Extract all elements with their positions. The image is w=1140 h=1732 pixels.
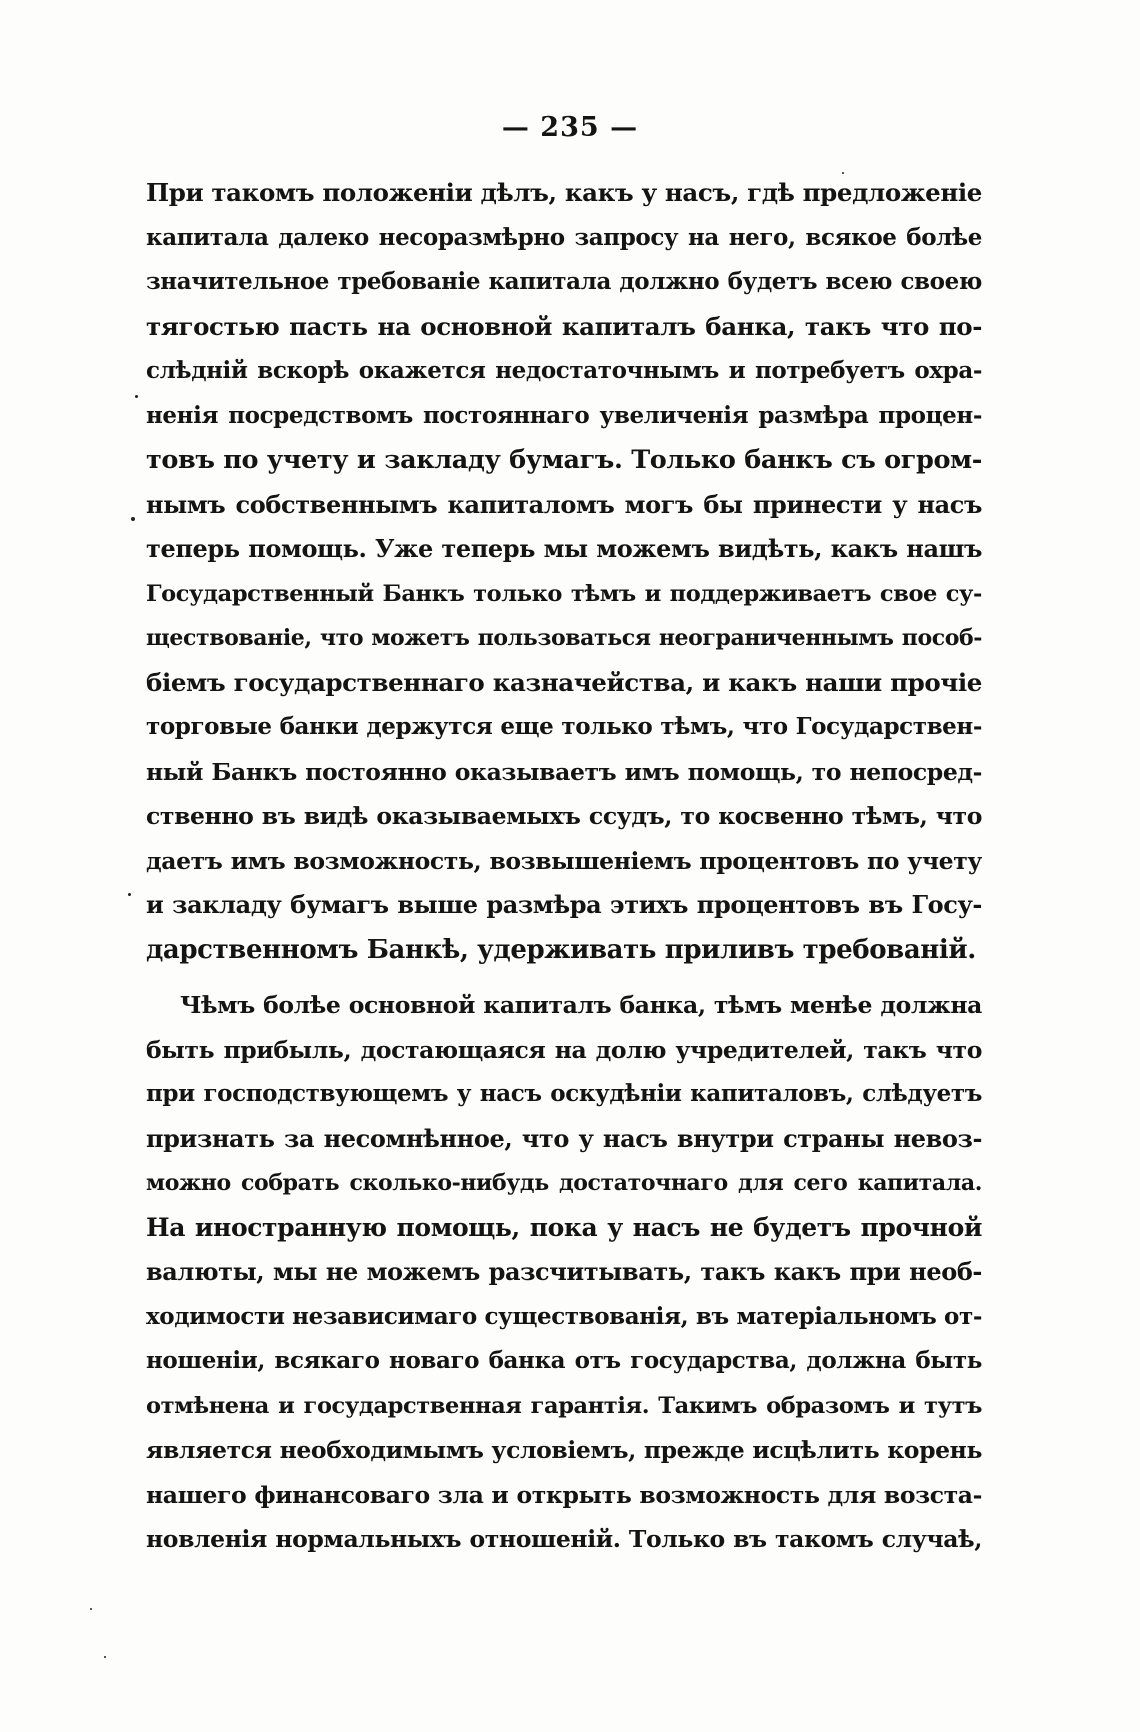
text-line: капитала далеко несоразмѣрно запросу на него, всякое болѣе (146, 223, 982, 251)
paragraph-gap (146, 972, 982, 983)
text-line: ношеніи, всякаго новаго банка отъ государства, должна быть (146, 1347, 982, 1374)
text-line: ходимости независимаго существованія, въ матеріальномъ от- (146, 1302, 982, 1330)
text-line: быть прибыль, достающаяся на долю учредителей, такъ что (146, 1035, 982, 1064)
text-line: нымъ собственнымъ капиталомъ могъ бы принести у насъ (146, 489, 982, 519)
page-number: — 235 — (501, 112, 639, 143)
text-line: при господствующемъ у насъ оскудѣніи капиталовъ, слѣдуетъ (146, 1080, 982, 1107)
paragraph-2 (146, 983, 982, 1562)
scan-speck (104, 1656, 106, 1658)
scan-speck (128, 893, 131, 896)
text-line: Чѣмъ болѣе основной капиталъ банка, тѣмъ менѣе должна (180, 991, 982, 1019)
text-line: На иностранную помощь, пока у насъ не будетъ прочной (146, 1212, 982, 1242)
text-line: При такомъ положеніи дѣлъ, какъ у насъ, гдѣ предложеніе (146, 178, 982, 207)
text-line: тягостью пасть на основной капиталъ банка, такъ что по- (146, 311, 982, 341)
body-text (146, 171, 982, 1562)
text-line: дарственномъ Банкѣ, удерживать приливъ требованій. (146, 934, 976, 965)
scan-speck (842, 172, 844, 174)
text-line: теперь помощь. Уже теперь мы можемъ видѣть, какъ нашъ (146, 534, 982, 563)
text-line: признать за несомнѣнное, что у насъ внутри страны невоз- (146, 1123, 982, 1153)
text-line: торговые банки держутся еще только тѣмъ, что Государствен- (146, 713, 982, 740)
text-line: и закладу бумагъ выше размѣра этихъ процентовъ въ Госу- (146, 890, 982, 919)
text-line: новленія нормальныхъ отношеній. Только въ такомъ случаѣ, (146, 1525, 982, 1553)
scan-speck (135, 395, 138, 398)
text-line: отмѣнена и государственная гарантія. Такимъ образомъ и тутъ (146, 1392, 982, 1419)
text-line: валюты, мы не можемъ разсчитывать, такъ какъ при необ- (146, 1257, 982, 1286)
paragraph-1 (146, 171, 982, 972)
text-line: ществованіе, что можетъ пользоваться неограниченнымъ пособ- (146, 625, 982, 651)
text-line: ственно въ видѣ оказываемыхъ ссудъ, то косвенно тѣмъ, что (146, 802, 982, 830)
text-line: ный Банкъ постоянно оказываетъ имъ помощь, то непосред- (146, 757, 982, 786)
text-line: можно собрать сколько-нибудь достаточнаго для сего капитала. (146, 1170, 982, 1196)
text-line: является необходимымъ условіемъ, прежде исцѣлить корень (146, 1436, 982, 1464)
text-line: товъ по учету и закладу бумагъ. Только банкъ съ огром- (146, 445, 982, 475)
text-line: слѣдній вскорѣ окажется недостаточнымъ и потребуетъ охра- (146, 357, 982, 384)
scan-speck (90, 1608, 92, 1610)
text-line: біемъ государственнаго казначейства, и какъ наши прочіе (146, 667, 982, 697)
text-line: нашего финансоваго зла и открыть возможность для возста- (146, 1480, 982, 1509)
text-line: ненія посредствомъ постояннаго увеличенія размѣра процен- (146, 401, 982, 429)
text-line: значительное требованіе капитала должно будетъ всею своею (146, 268, 982, 295)
scan-speck (131, 517, 135, 521)
text-line: Государственный Банкъ только тѣмъ и поддерживаетъ свое су- (146, 580, 982, 607)
text-line: даетъ имъ возможность, возвышеніемъ процентовъ по учету (146, 846, 982, 875)
